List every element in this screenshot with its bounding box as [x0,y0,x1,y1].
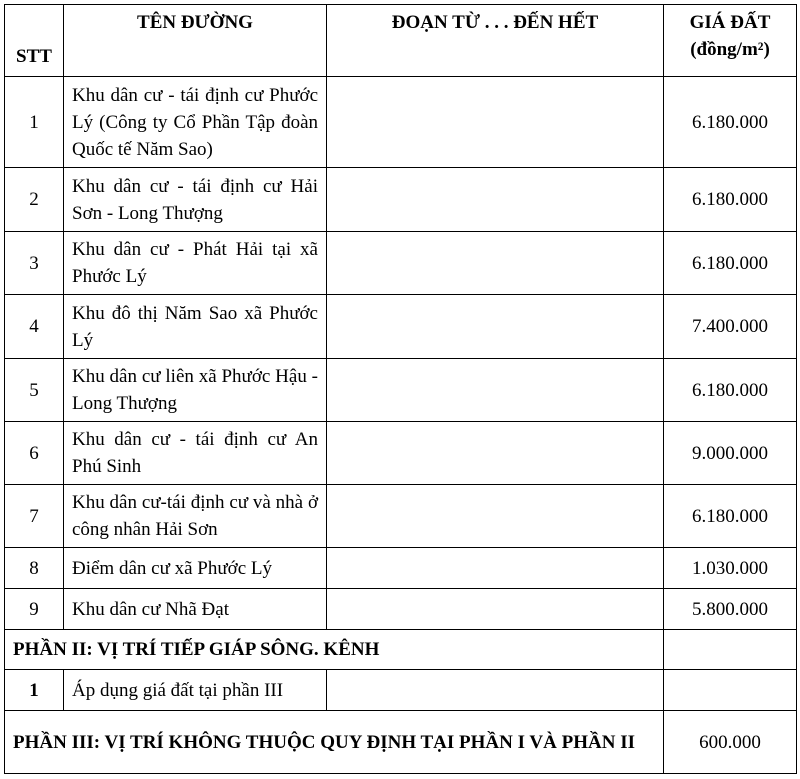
section-2-price-cell [664,630,797,670]
row-name: Áp dụng giá đất tại phần III [64,670,327,711]
row-stt: 1 [5,670,64,711]
row-stt: 9 [5,589,64,630]
row-name: Khu dân cư - tái định cư Hải Sơn - Long Thượng [64,168,327,232]
section-3-price: 600.000 [664,711,797,774]
row-name: Khu dân cư - Phát Hải tại xã Phước Lý [64,232,327,295]
table-row [5,485,797,548]
header-ten-duong: TÊN ĐƯỜNG [64,5,327,77]
table-row [5,422,797,485]
row-stt: 5 [5,359,64,422]
row-stt: 1 [5,77,64,168]
row-stt: 4 [5,295,64,359]
row-segment [327,77,664,168]
header-gia-dat-line2: (đồng/m²) [690,39,770,60]
section-2-title: PHẦN II: VỊ TRÍ TIẾP GIÁP SÔNG. KÊNH [5,630,664,670]
row-stt: 7 [5,485,64,548]
row-name: Khu dân cư Nhã Đạt [64,589,327,630]
row-segment [327,589,664,630]
row-price: 7.400.000 [664,295,797,359]
row-price: 5.800.000 [664,589,797,630]
row-price: 6.180.000 [664,168,797,232]
header-doan-tu: ĐOẠN TỪ . . . ĐẾN HẾT [327,5,664,77]
row-segment [327,548,664,589]
row-stt: 3 [5,232,64,295]
row-segment [327,359,664,422]
row-price: 6.180.000 [664,232,797,295]
table-row [5,670,797,711]
header-gia-dat [664,5,797,77]
section-3-row [5,711,797,774]
row-stt: 6 [5,422,64,485]
table-row [5,77,797,168]
table-row [5,359,797,422]
row-name: Khu dân cư-tái định cư và nhà ở công nhân Hải Sơn [64,485,327,548]
row-price [664,670,797,711]
row-price: 6.180.000 [664,485,797,548]
row-segment [327,295,664,359]
row-name: Khu dân cư - tái định cư An Phú Sinh [64,422,327,485]
table-row [5,232,797,295]
table-row [5,168,797,232]
row-segment [327,232,664,295]
row-price: 6.180.000 [664,359,797,422]
row-price: 9.000.000 [664,422,797,485]
row-name: Điểm dân cư xã Phước Lý [64,548,327,589]
row-stt: 8 [5,548,64,589]
table-row [5,295,797,359]
row-price: 6.180.000 [664,77,797,168]
land-price-table [4,4,797,774]
row-segment [327,485,664,548]
row-stt: 2 [5,168,64,232]
table-row [5,548,797,589]
row-name: Khu dân cư liên xã Phước Hậu - Long Thượng [64,359,327,422]
header-stt: STT [5,5,64,77]
row-price: 1.030.000 [664,548,797,589]
row-name: Khu đô thị Năm Sao xã Phước Lý [64,295,327,359]
section-3-title: PHẦN III: VỊ TRÍ KHÔNG THUỘC QUY ĐỊNH TẠI PHẦN I VÀ PHẦN II [5,711,664,774]
row-segment [327,670,664,711]
row-segment [327,422,664,485]
header-row [5,5,797,77]
header-gia-dat-line1: GIÁ ĐẤT [689,12,771,33]
row-name: Khu dân cư - tái định cư Phước Lý (Công ty Cổ Phần Tập đoàn Quốc tế Năm Sao) [64,77,327,168]
row-segment [327,168,664,232]
section-2-header [5,630,797,670]
table-row [5,589,797,630]
